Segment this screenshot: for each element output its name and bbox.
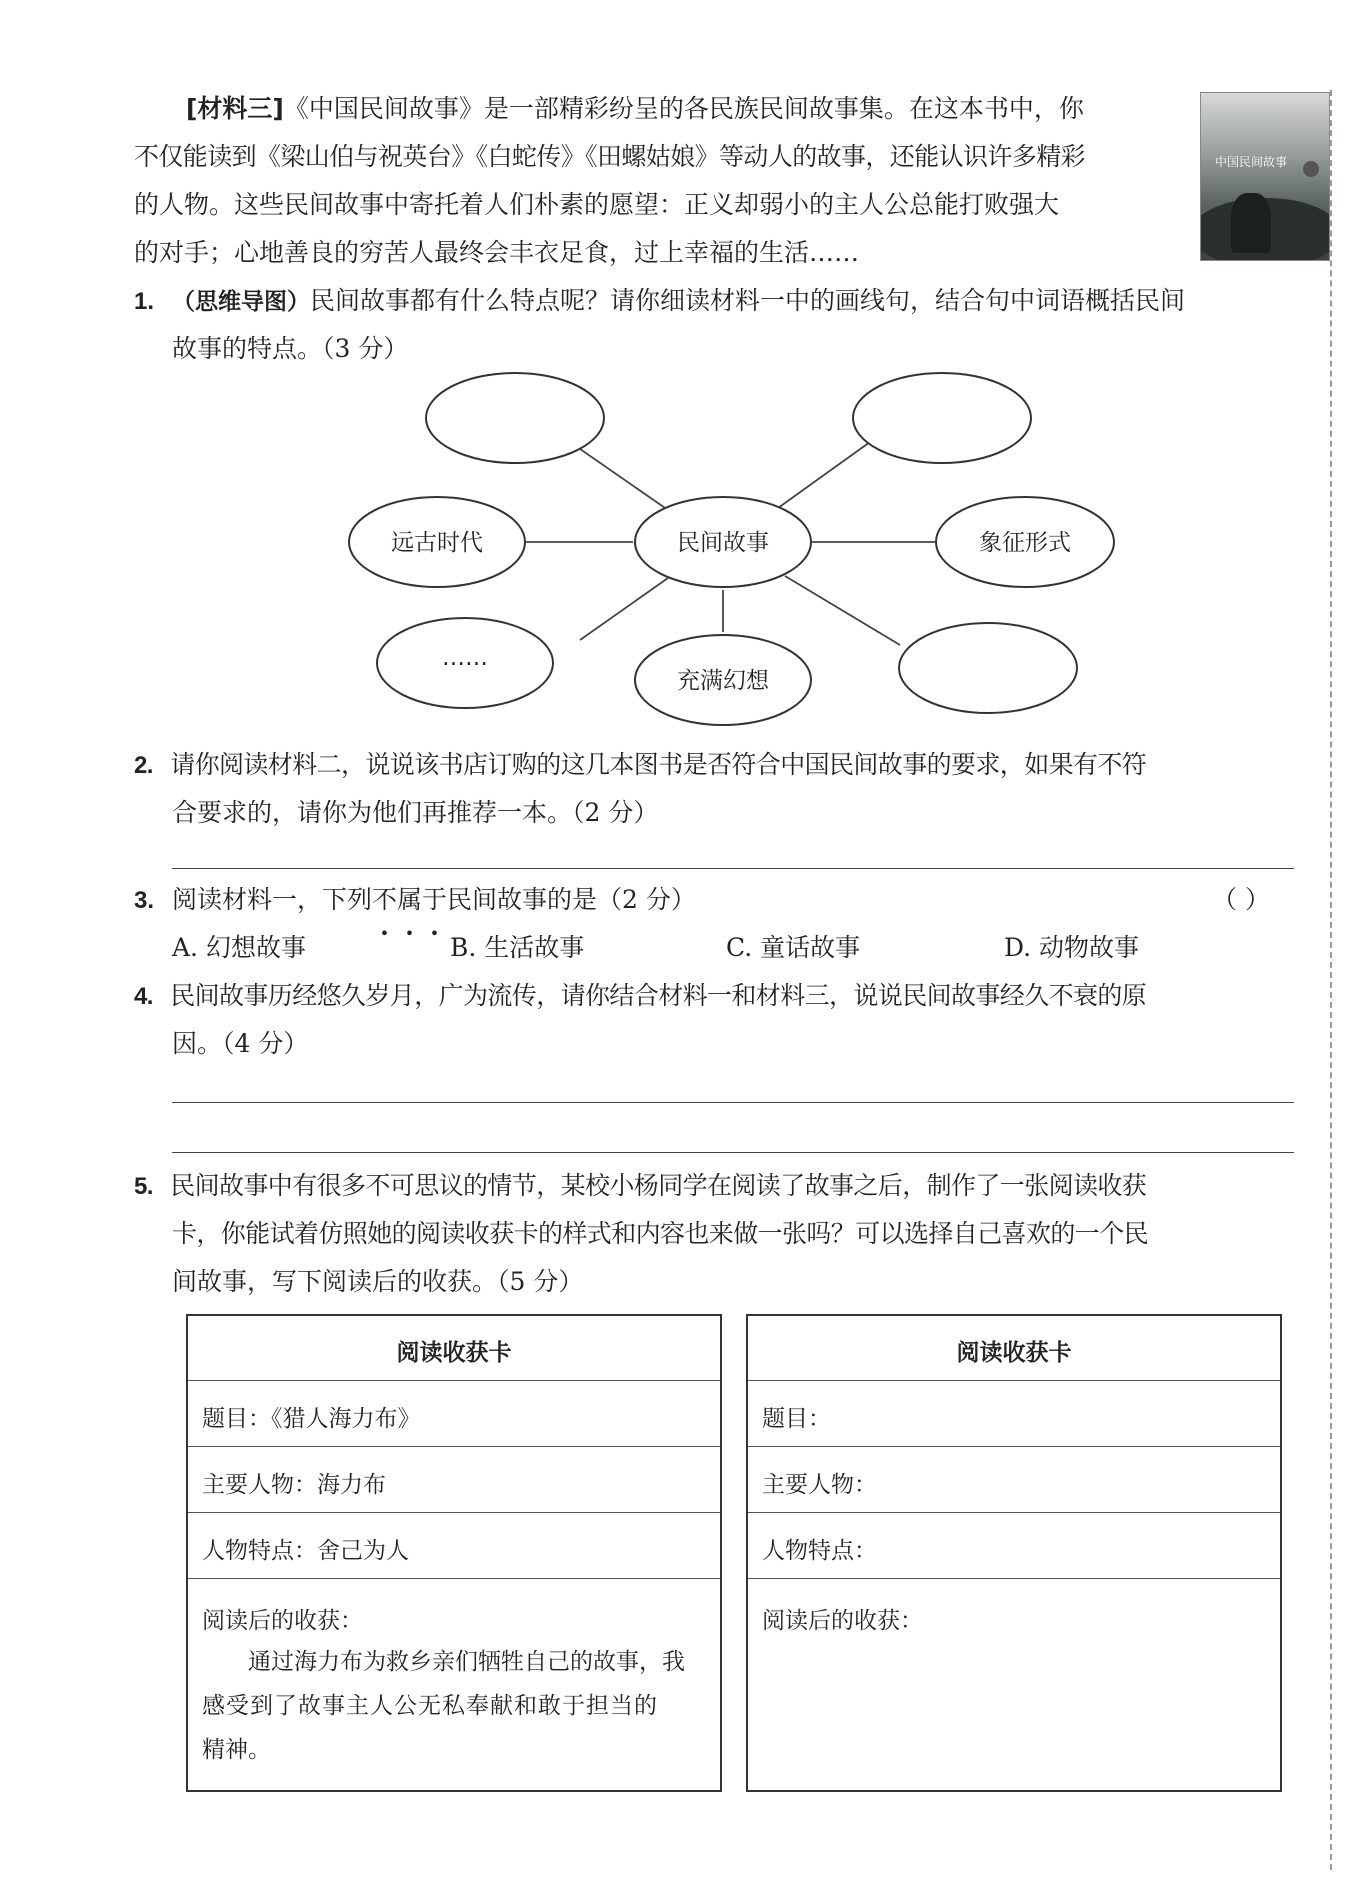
q3-answer-paren[interactable]: （ ） (1212, 885, 1270, 914)
card-blank-divider-4 (748, 1578, 1280, 1579)
card-sample-topic: 题目：《猎人海力布》 (202, 1406, 421, 1432)
mindmap-edge-bottom-left (580, 578, 668, 640)
mindmap-bottom-left-label: …… (442, 645, 488, 671)
card-sample-title: 阅读收获卡 (396, 1340, 512, 1366)
material3-line-3: 的人物。这些民间故事中寄托着人们朴素的愿望：正义却弱小的主人公总能打败强大 (134, 190, 1060, 219)
mindmap-center-label: 民间故事 (677, 530, 769, 556)
card-sample-gain-line-2: 感受到了故事主人公无私奉献和敢于担当的 (202, 1693, 658, 1719)
mindmap (0, 0, 1350, 760)
card-blank-divider-3 (748, 1512, 1280, 1513)
q3-option-b[interactable]: B. 生活故事 (450, 933, 585, 962)
card-sample-divider-3 (188, 1512, 720, 1513)
card-blank-trait[interactable]: 人物特点： (762, 1538, 877, 1564)
q3-number: 3. (134, 887, 155, 914)
card-sample-gain-line-1: 通过海力布为救乡亲们牺牲自己的故事，我 (248, 1649, 685, 1675)
q5-line-3: 间故事，写下阅读后的收获。（5 分） (172, 1267, 584, 1296)
mindmap-left-label: 远古时代 (391, 530, 483, 556)
mindmap-edge-top-right (778, 442, 870, 508)
mindmap-edge-top-left (570, 442, 668, 510)
card-blank-title: 阅读收获卡 (956, 1340, 1072, 1366)
q5-number: 5. (134, 1173, 153, 1200)
q2-line-2: 合要求的，请你为他们再推荐一本。（2 分） (172, 798, 659, 827)
q1-line-1: 1. （思维导图）民间故事都有什么特点呢？请你细读材料一中的画线句，结合句中词语概括民间 (134, 286, 1185, 315)
card-sample-gain-line-3: 精神。 (202, 1737, 271, 1763)
card-sample-divider-1 (188, 1380, 720, 1381)
material3-line-1: [材料三]《中国民间故事》是一部精彩纷呈的各民族民间故事集。在这本书中，你 (186, 94, 1084, 123)
mindmap-node-top-left (426, 373, 604, 463)
book-cover-title: 中国民间故事 (1215, 155, 1288, 169)
material3-label: [材料三] (186, 94, 284, 123)
q3-stem: 3. 阅读材料一，下列不属于民间故事的是（2 分） (134, 885, 696, 914)
card-blank-gain-label[interactable]: 阅读后的收获： (762, 1608, 923, 1634)
mindmap-bottom-label: 充满幻想 (677, 668, 769, 694)
card-blank-topic[interactable]: 题目： (762, 1406, 831, 1432)
card-sample-gain-label: 阅读后的收获： (202, 1608, 363, 1634)
card-blank-character[interactable]: 主要人物： (762, 1472, 877, 1498)
q4-number: 4. (134, 983, 153, 1010)
mindmap-right-label: 象征形式 (979, 530, 1071, 556)
card-blank-divider-1 (748, 1380, 1280, 1381)
mindmap-node-bottom-right (899, 623, 1077, 713)
card-sample-trait: 人物特点：舍己为人 (202, 1538, 409, 1564)
reading-card-sample (186, 1314, 722, 1792)
q4-answer-line-2[interactable] (172, 1152, 1294, 1153)
mindmap-node-top-right (853, 373, 1031, 463)
material3-line-2: 不仅能读到《梁山伯与祝英台》《白蛇传》《田螺姑娘》等动人的故事，还能认识许多精彩 (134, 142, 1086, 171)
q4-answer-line-1[interactable] (172, 1102, 1294, 1103)
q3-option-c[interactable]: C. 童话故事 (726, 933, 861, 962)
q2-number: 2. (134, 752, 153, 779)
q3-option-d[interactable]: D. 动物故事 (1004, 933, 1140, 962)
mindmap-edge-bottom-right (785, 576, 900, 645)
q2-line-1: 2. 请你阅读材料二，说说该书店订购的这几本图书是否符合中国民间故事的要求，如果有不符 (134, 750, 1147, 779)
q5-line-2: 卡，你能试着仿照她的阅读收获卡的样式和内容也来做一张吗？可以选择自己喜欢的一个民 (172, 1219, 1149, 1248)
card-blank-divider-2 (748, 1446, 1280, 1447)
card-sample-divider-2 (188, 1446, 720, 1447)
card-sample-character: 主要人物：海力布 (202, 1472, 386, 1498)
q4-line-1: 4. 民间故事历经悠久岁月，广为流传，请你结合材料一和材料三，说说民间故事经久不衰的原 (134, 981, 1147, 1010)
reading-card-blank (746, 1314, 1282, 1792)
q4-line-2: 因。（4 分） (172, 1029, 309, 1058)
q2-answer-line[interactable] (172, 868, 1294, 869)
q1-line-2: 故事的特点。（3 分） (172, 334, 409, 363)
q1-number: 1. (134, 288, 155, 315)
material3-line-4: 的对手；心地善良的穷苦人最终会丰衣足食，过上幸福的生活…… (134, 238, 860, 267)
q5-line-1: 5. 民间故事中有很多不可思议的情节，某校小杨同学在阅读了故事之后，制作了一张阅读收获 (134, 1171, 1147, 1200)
q3-option-a[interactable]: A. 幻想故事 (172, 933, 306, 962)
card-sample-divider-4 (188, 1578, 720, 1579)
q1-tag: （思维导图） (171, 288, 310, 315)
